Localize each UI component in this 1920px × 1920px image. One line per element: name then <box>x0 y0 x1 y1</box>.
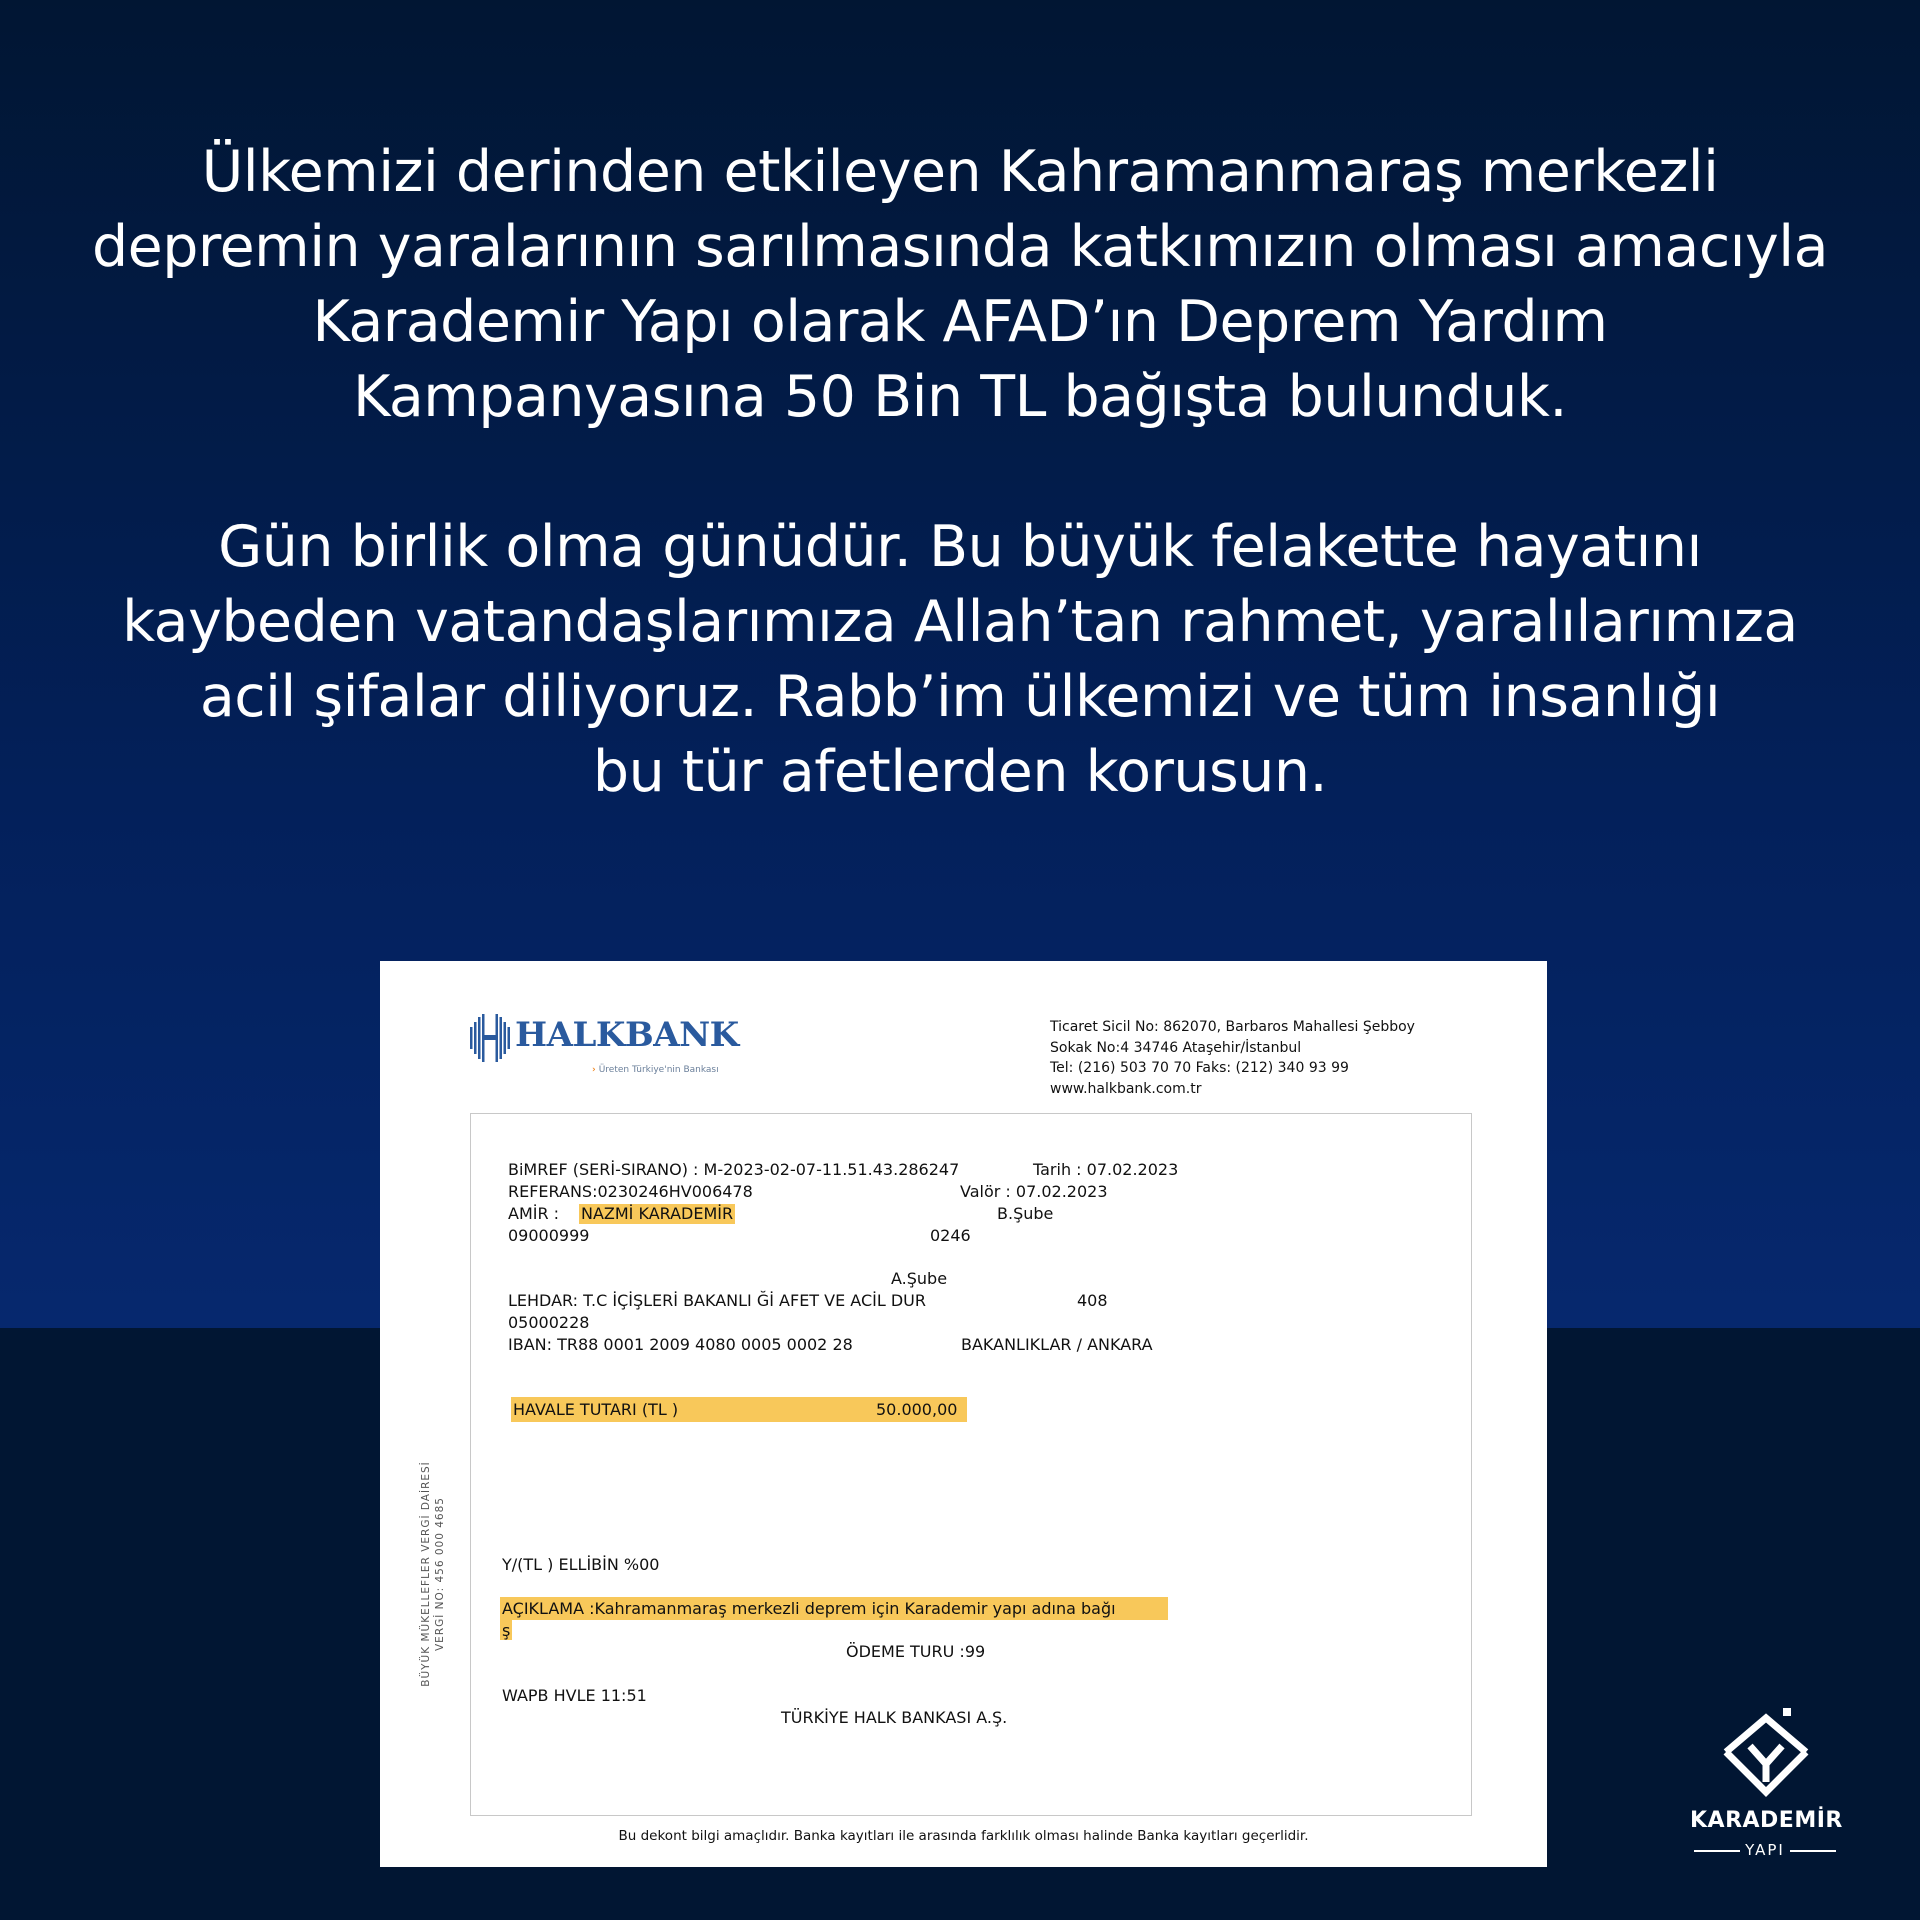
message-line: Ülkemizi derinden etkileyen Kahramanmaraş merkezli <box>201 139 1719 205</box>
iban-branch-name: BAKANLIKLAR / ANKARA <box>961 1335 1153 1354</box>
address-line: www.halkbank.com.tr <box>1050 1080 1202 1097</box>
havale-amount: 50.000,00 <box>876 1400 958 1419</box>
amount-in-words: Y/(TL ) ELLİBİN %00 <box>502 1555 660 1574</box>
halkbank-slogan: › Üreten Türkiye'nin Bankası <box>592 1065 719 1075</box>
a-sube-label: A.Şube <box>891 1269 948 1288</box>
message-line: bu tür afetlerden korusun. <box>592 739 1328 805</box>
brand-name: KARADEMİR <box>1690 1808 1843 1833</box>
message-paragraph-2 <box>60 510 1860 810</box>
message-line: Gün birlik olma günüdür. Bu büyük felakette hayatını <box>218 514 1702 580</box>
aciklama-line: AÇIKLAMA :Kahramanmaraş merkezli deprem için Karademir yapı adına bağı <box>502 1599 1116 1618</box>
lehdar-branch-code: 408 <box>1077 1291 1108 1310</box>
havale-label: HAVALE TUTARI (TL ) <box>513 1400 679 1419</box>
brand-rule-right <box>1790 1850 1836 1852</box>
tax-office-vertical-text <box>419 1449 461 1699</box>
message-line: kaybeden vatandaşlarımıza Allah’tan rahmet, yaralılarımıza <box>122 589 1798 655</box>
iban-line: IBAN: TR88 0001 2009 4080 0005 0002 28 <box>508 1335 853 1354</box>
amir-account-number: 09000999 <box>508 1226 590 1245</box>
tax-number: VERGİ NO: 456 000 4685 <box>434 1497 446 1651</box>
bimref-line: BiMREF (SERİ-SIRANO) : M-2023-02-07-11.51.43.286247 <box>508 1160 960 1179</box>
karademir-brand-logo <box>1690 1708 1843 1860</box>
amir-name: NAZMİ KARADEMİR <box>581 1204 734 1223</box>
slogan-arrow-icon: › <box>592 1065 596 1075</box>
address-line: Sokak No:4 34746 Ataşehir/İstanbul <box>1050 1039 1302 1056</box>
halkbank-wordmark: HALKBANK <box>515 1015 739 1055</box>
announcement-message <box>60 135 1860 810</box>
address-line: Tel: (216) 503 70 70 Faks: (212) 340 93 99 <box>1050 1060 1349 1076</box>
bank-address <box>1050 1017 1530 1099</box>
valor-date: Valör : 07.02.2023 <box>960 1182 1108 1201</box>
address-line: Ticaret Sicil No: 862070, Barbaros Mahallesi Şebboy <box>1050 1019 1415 1035</box>
brand-subtitle <box>1690 1841 1840 1861</box>
halkbank-logo <box>470 1013 739 1083</box>
aciklama-line-continued: ş <box>502 1621 511 1640</box>
amir-label: AMİR : <box>508 1204 560 1223</box>
odeme-turu: ÖDEME TURU :99 <box>846 1642 986 1661</box>
halkbank-logo-icon <box>470 1013 510 1063</box>
b-sube-label: B.Şube <box>997 1204 1054 1223</box>
brand-sub-text: YAPI <box>1745 1841 1785 1859</box>
amir-branch-code: 0246 <box>930 1226 971 1245</box>
receipt-disclaimer: Bu dekont bilgi amaçlıdır. Banka kayıtları ile arasında farklılık olması halinde Banka kayıtları geçerlidir. <box>618 1828 1309 1844</box>
tax-office-name: BÜYÜK MÜKELLEFLER VERGİ DAİRESİ <box>420 1461 432 1687</box>
lehdar-line: LEHDAR: T.C İÇİŞLERİ BAKANLI Ğİ AFET VE ACİL DUR <box>508 1291 926 1310</box>
lehdar-account-number: 05000228 <box>508 1313 590 1332</box>
message-paragraph-1 <box>60 135 1860 435</box>
message-line: Kampanyasına 50 Bin TL bağışta bulunduk. <box>352 364 1568 430</box>
wapb-line: WAPB HVLE 11:51 <box>502 1686 647 1705</box>
message-line: depremin yaralarının sarılmasında katkımızın olması amacıyla <box>92 214 1828 280</box>
bank-receipt <box>380 961 1547 1867</box>
message-line: Karademir Yapı olarak AFAD’ın Deprem Yardım <box>312 289 1608 355</box>
tarih-date: Tarih : 07.02.2023 <box>1033 1160 1179 1179</box>
bank-full-name: TÜRKİYE HALK BANKASI A.Ş. <box>781 1708 1008 1727</box>
karademir-house-logo-icon <box>1720 1708 1812 1800</box>
referans-line: REFERANS:0230246HV006478 <box>508 1182 753 1201</box>
message-line: acil şifalar diliyoruz. Rabb’im ülkemizi ve tüm insanlığı <box>199 664 1721 730</box>
